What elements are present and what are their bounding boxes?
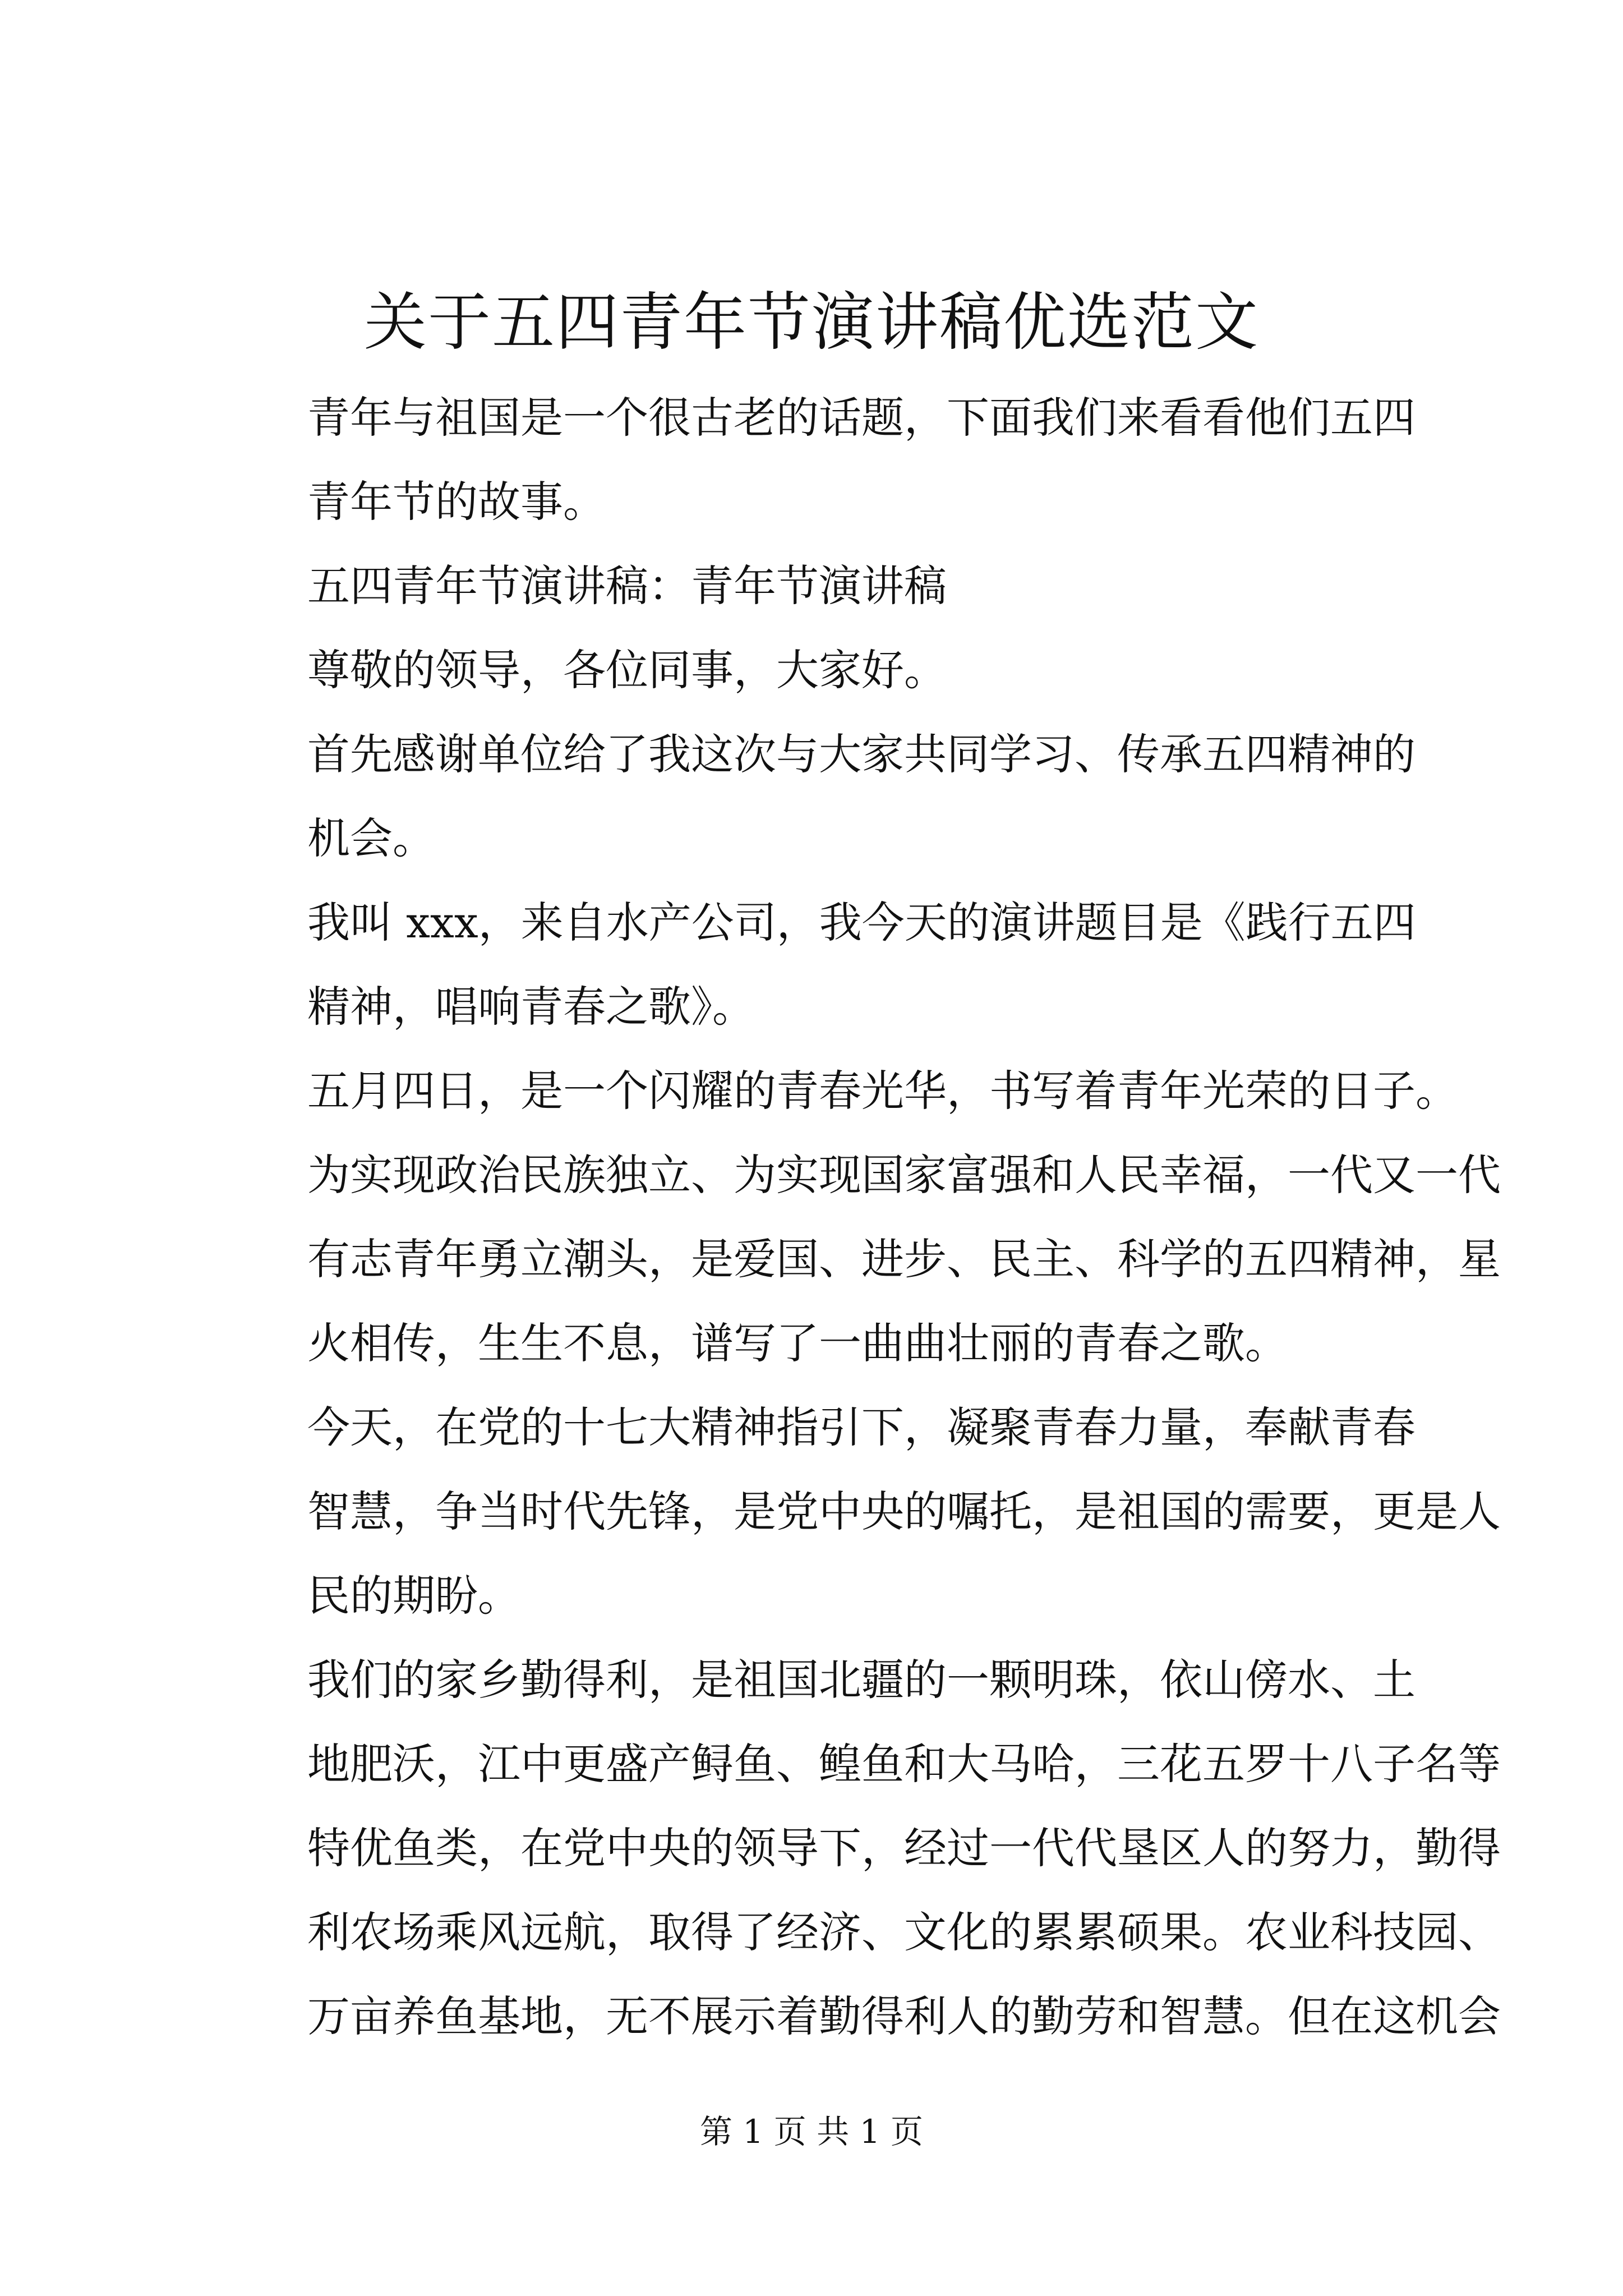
paragraph xyxy=(215,544,1421,628)
text-line: 利农场乘风远航，取得了经济、文化的累累硕果。农业科技园、 xyxy=(307,1907,1501,1957)
paragraph xyxy=(215,881,1421,1049)
text-line: 青年节的故事。 xyxy=(307,477,606,527)
text-line: 有志青年勇立潮头，是爱国、进步、民主、科学的五四精神，星 xyxy=(307,1234,1501,1284)
text-line: 青年与祖国是一个很古老的话题，下面我们来看看他们五四 xyxy=(307,393,1415,443)
paragraph xyxy=(215,1638,1501,2059)
text-line: 我们的家乡勤得利，是祖国北疆的一颗明珠，依山傍水、土 xyxy=(307,1655,1415,1705)
text-line: 首先感谢单位给了我这次与大家共同学习、传承五四精神的 xyxy=(307,729,1415,779)
text-line: 民的期盼。 xyxy=(307,1571,520,1621)
text-line: 特优鱼类，在党中央的领导下，经过一代代垦区人的努力，勤得 xyxy=(307,1823,1501,1873)
text-line: 尊敬的领导，各位同事，大家好。 xyxy=(307,645,947,695)
paragraph xyxy=(215,1049,1501,1386)
text-line: 机会。 xyxy=(307,813,435,863)
text-line: 精神，唱响青春之歌》。 xyxy=(307,982,755,1032)
text-line: 万亩养鱼基地，无不展示着勤得利人的勤劳和智慧。但在这机会 xyxy=(307,1991,1501,2041)
document-title: 关于五四青年节演讲稿优选范文 xyxy=(364,286,1259,359)
text-line: 五四青年节演讲稿：青年节演讲稿 xyxy=(307,561,947,611)
paragraph xyxy=(215,628,1421,712)
text-line: 我叫 xxx，来自水产公司，我今天的演讲题目是《践行五四 xyxy=(307,898,1416,947)
text-line: 今天，在党的十七大精神指引下，凝聚青春力量，奉献青春 xyxy=(307,1402,1415,1452)
text-line: 地肥沃，江中更盛产鲟鱼、鳇鱼和大马哈，三花五罗十八子名等 xyxy=(307,1739,1501,1789)
paragraph xyxy=(215,376,1421,544)
paragraph xyxy=(215,712,1421,881)
document-body xyxy=(215,376,1501,2059)
page-number-footer: 第 1 页 共 1 页 xyxy=(700,2113,923,2151)
text-line: 五月四日，是一个闪耀的青春光华，书写着青年光荣的日子。 xyxy=(307,1066,1458,1116)
text-line: 为实现政治民族独立、为实现国家富强和人民幸福，一代又一代 xyxy=(307,1150,1501,1200)
paragraph xyxy=(215,1386,1501,1638)
text-line: 火相传，生生不息，谱写了一曲曲壮丽的青春之歌。 xyxy=(307,1318,1288,1368)
text-line: 智慧，争当时代先锋，是党中央的嘱托，是祖国的需要，更是人 xyxy=(307,1487,1501,1536)
